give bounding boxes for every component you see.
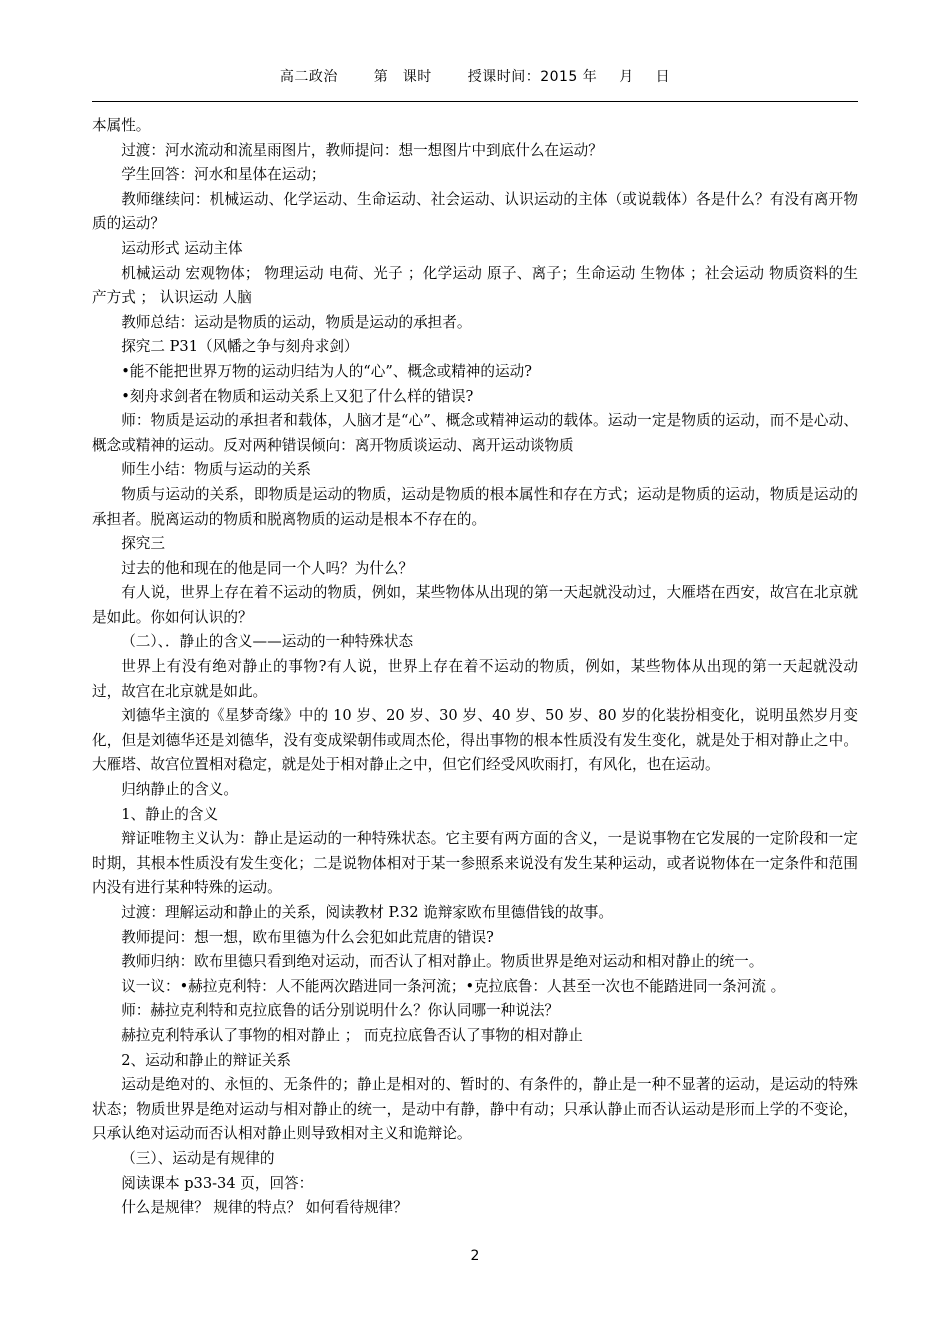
paragraph: •刻舟求剑者在物质和运动关系上又犯了什么样的错误? [121, 387, 474, 405]
paragraph: 物质与运动的关系，即物质是运动的物质，运动是物质的根本属性和存在方式；运动是物质的运动，物质是运动的承担者。脱离运动的物质和脱离物质的运动是根本不存在的。 [92, 485, 858, 528]
paragraph: 2、运动和静止的辩证关系 [121, 1051, 292, 1069]
paragraph: 探究三 [121, 535, 165, 553]
paragraph: 过去的他和现在的他是同一个人吗？为什么？ [121, 559, 414, 577]
paragraph: 有人说，世界上存在着不运动的物质，例如，某些物体从出现的第一天起就没动过，大雁塔在西安，故宫在北京就是如此。你如何认识的？ [92, 584, 858, 626]
header-month: 月 [619, 69, 634, 85]
paragraph: 什么是规律？ 规律的特点？ 如何看待规律？ [121, 1199, 408, 1217]
header-time-label: 授课时间： [467, 69, 541, 85]
paragraph: （三）、运动是有规律的 [121, 1149, 275, 1167]
paragraph: （二）、．静止的含义——运动的一种特殊状态 [121, 633, 414, 651]
header-day: 日 [655, 69, 671, 85]
header-year-unit: 年 [582, 69, 598, 85]
paragraph: 学生回答：河水和星体在运动； [121, 166, 326, 184]
paragraph: 教师提问：想一想，欧布里德为什么会犯如此荒唐的错误? [121, 928, 494, 946]
page-header [92, 66, 858, 86]
paragraph: 师：赫拉克利特和克拉底鲁的话分别说明什么？你认同哪一种说法？ [121, 1002, 560, 1020]
header-subject: 高二政治 [279, 69, 338, 85]
paragraph: 本属性。 [92, 117, 151, 134]
paragraph: 辩证唯物主义认为：静止是运动的一种特殊状态。它主要有两方面的含义，一是说事物在它发展的一定阶段和一定时期，其根本性质没有发生变化；二是说物体相对于某一参照系来说没有发生某种运动，或者说物体在一定条件和范围内没有进行某种特殊的运动。 [92, 830, 858, 897]
paragraph: 运动形式 运动主体 [121, 239, 243, 257]
paragraph: 世界上有没有绝对静止的事物?有人说，世界上存在着不运动的物质，例如，某些物体从出现的第一天起就没动过，故宫在北京就是如此。 [92, 658, 858, 700]
paragraph: 过渡：理解运动和静止的关系，阅读教材 P.32 诡辩家欧布里德借钱的故事。 [121, 904, 613, 921]
paragraph: 教师总结：运动是物质的运动，物质是运动的承担者。 [121, 313, 472, 331]
paragraph: 刘德华主演的《星梦奇缘》中的 10 岁、20 岁、30 岁、40 岁、50 岁、80 岁的化装扮相变化，说明虽然岁月变化，但是刘德华还是刘德华，没有变成梁朝伟或周杰伦，得出事物的根本性质没有发生变化，就是处于相对静止之中。大雁塔、故宫位置相对稳定，就是处于相对静止之中，但它们经受风吹雨打，有风化，也在运动。 [92, 707, 858, 774]
document-body [92, 114, 858, 1221]
paragraph: 阅读课本 p33-34 页，回答： [121, 1174, 314, 1192]
paragraph: 归纳静止的含义。 [121, 781, 238, 799]
header-rule [92, 101, 858, 102]
header-lesson: 第 课时 [373, 69, 432, 85]
paragraph: 赫拉克利特承认了事物的相对静止 ； 而克拉底鲁否认了事物的相对静止 [121, 1026, 583, 1044]
page-number: 2 [470, 1248, 480, 1264]
paragraph: 1、静止的含义 [121, 805, 219, 823]
paragraph: 教师归纳：欧布里德只看到绝对运动，而否认了相对静止。物质世界是绝对运动和相对静止的统一。 [121, 953, 764, 971]
paragraph: 师：物质是运动的承担者和载体，人脑才是“心”、概念或精神运动的载体。运动一定是物质的运动，而不是心动、概念或精神的运动。反对两种错误倾向：离开物质谈运动、离开运动谈物质 [92, 412, 858, 454]
paragraph: 过渡：河水流动和流星雨图片，教师提问：想一想图片中到底什么在运动？ [121, 141, 603, 159]
header-year: 2015 [540, 69, 578, 85]
paragraph: 运动是绝对的、永恒的、无条件的；静止是相对的、暂时的、有条件的，静止是一种不显著的运动，是运动的特殊状态；物质世界是绝对运动与相对静止的统一，是动中有静，静中有动；只承认静止而否认运动是形而上学的不变论，只承认绝对运动而否认相对静止则导致相对主义和诡辩论。 [92, 1076, 858, 1143]
paragraph: 机械运动 宏观物体； 物理运动 电荷、光子 ；化学运动 原子、离子；生命运动 生物体 ；社会运动 物质资料的生产方式 ； 认识运动 人脑 [92, 264, 858, 307]
paragraph: •能不能把世界万物的运动归结为人的“心”、概念或精神的运动? [121, 362, 532, 380]
paragraph: 议一议：•赫拉克利特：人不能两次踏进同一条河流；•克拉底鲁：人甚至一次也不能踏进同一条河流 。 [121, 977, 786, 995]
paragraph: 教师继续问：机械运动、化学运动、生命运动、社会运动、认识运动的主体（或说载体）各是什么？有没有离开物质的运动？ [92, 190, 858, 233]
paragraph: 探究二 P31（风幡之争与刻舟求剑） [121, 338, 359, 356]
paragraph: 师生小结：物质与运动的关系 [121, 461, 311, 479]
